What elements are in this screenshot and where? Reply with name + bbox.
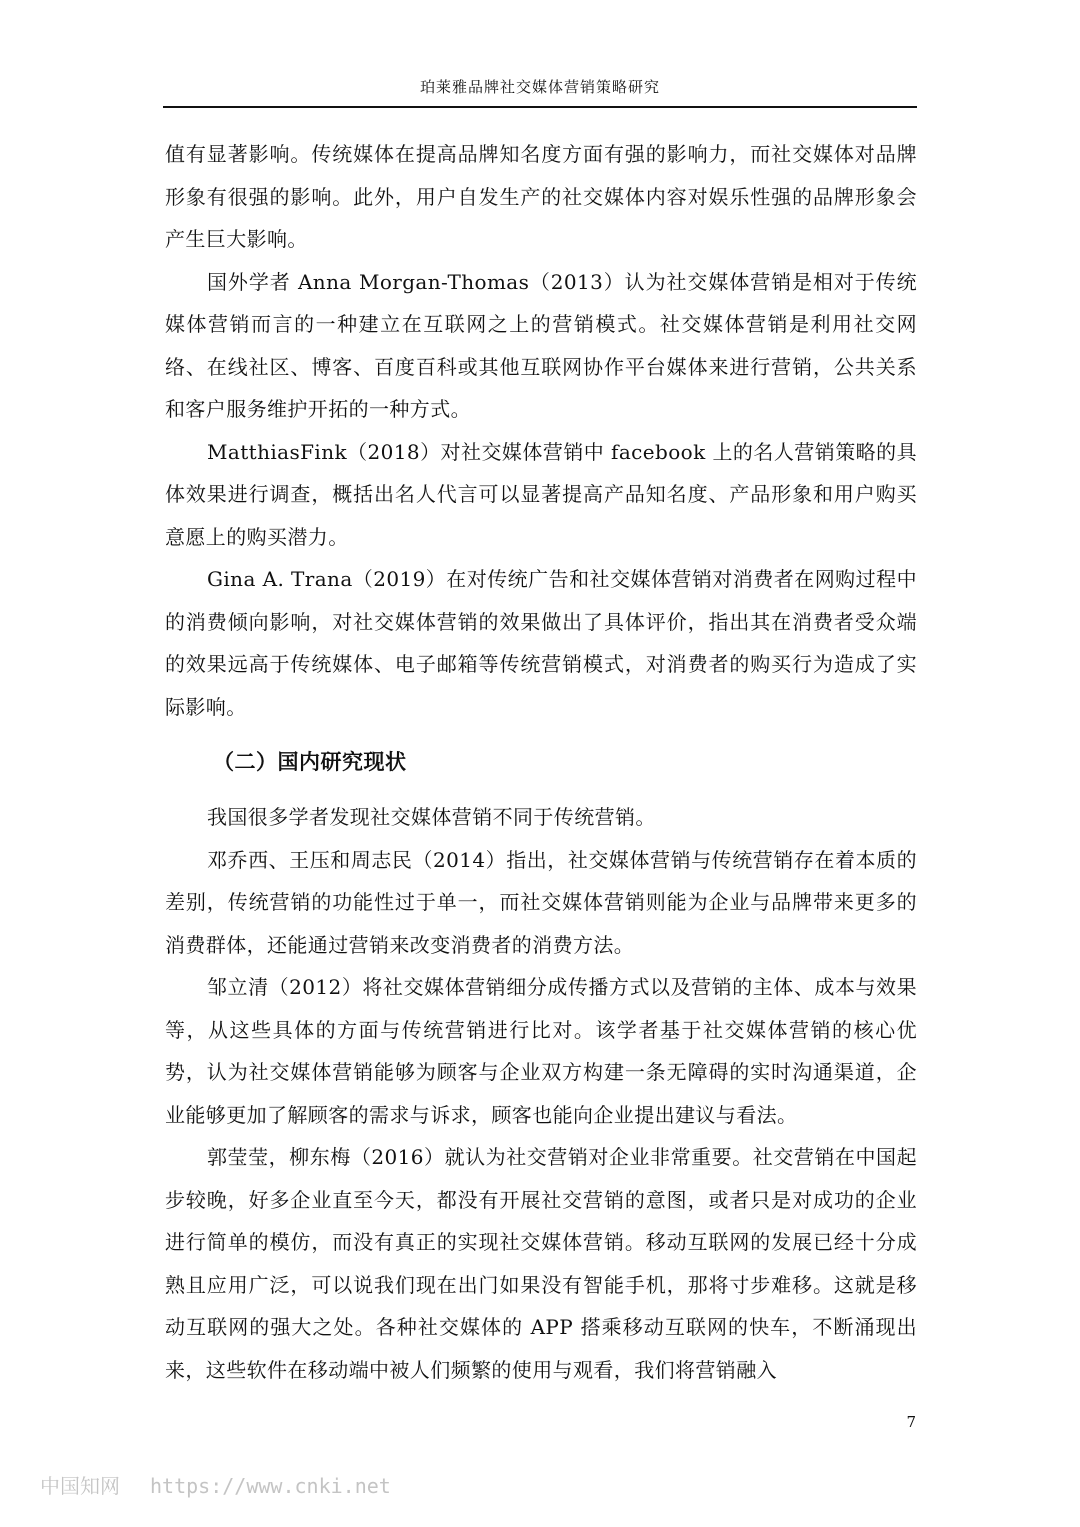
page-number: 7: [906, 1413, 916, 1431]
watermark-url: https://www.cnki.net: [150, 1474, 391, 1498]
body-text: [165, 133, 917, 1391]
paragraph-matthias-fink: MatthiasFink（2018）对社交媒体营销中 facebook 上的名人营销策略的具体效果进行调查，概括出名人代言可以显著提高产品知名度、产品形象和用户购买意愿上的购买潜力。: [165, 439, 917, 549]
watermark-brand: 中国知网: [40, 1474, 120, 1498]
section-heading: （二）国内研究现状: [213, 750, 407, 774]
running-header: 珀莱雅品牌社交媒体营销策略研究: [419, 78, 660, 96]
paragraph-guo-yingying: 郭莹莹，柳东梅（2016）就认为社交营销对企业非常重要。社交营销在中国起步较晚，好多企业直至今天，都没有开展社交营销的意图，或者只是对成功的企业进行简单的模仿，而没有真正的实现社交媒体营销。移动互联网的发展已经十分成熟且应用广泛，可以说我们现在出门如果没有智能手机，那将寸步难移。这就是移动互联网的强大之处。各种社交媒体的 APP 搭乘移动互联网的快车，不断涌现出来，这些软件在移动端中被人们频繁的使用与观看，我们将营销融入: [165, 1145, 917, 1382]
paragraph-gina-trana: Gina A. Trana（2019）在对传统广告和社交媒体营销对消费者在网购过程中的消费倾向影响，对社交媒体营销的效果做出了具体评价，指出其在消费者受众端的效果远高于传统媒体、电子邮箱等传统营销模式，对消费者的购买行为造成了实际影响。: [165, 567, 917, 719]
paragraph-continuation: 值有显著影响。传统媒体在提高品牌知名度方面有强的影响力，而社交媒体对品牌形象有很强的影响。此外，用户自发生产的社交媒体内容对娱乐性强的品牌形象会产生巨大影响。: [165, 142, 917, 251]
paragraph-anna-morgan-thomas: 国外学者 Anna Morgan-Thomas（2013）认为社交媒体营销是相对于传统媒体营销而言的一种建立在互联网之上的营销模式。社交媒体营销是利用社交网络、在线社区、博客、百度百科或其他互联网协作平台媒体来进行营销，公共关系和客户服务维护开拓的一种方式。: [165, 269, 917, 421]
paragraph-domestic-intro: 我国很多学者发现社交媒体营销不同于传统营销。: [207, 805, 656, 829]
watermark: [40, 1470, 391, 1499]
paragraph-deng-qiaoxi: 邓乔西、王压和周志民（2014）指出，社交媒体营销与传统营销存在着本质的差别，传统营销的功能性过于单一，而社交媒体营销则能为企业与品牌带来更多的消费群体，还能通过营销来改变消费者的消费方法。: [165, 847, 917, 957]
paragraph-zou-liqing: 邹立清（2012）将社交媒体营销细分成传播方式以及营销的主体、成本与效果等，从这些具体的方面与传统营销进行比对。该学者基于社交媒体营销的核心优势，认为社交媒体营销能够为顾客与企业双方构建一条无障碍的实时沟通渠道，企业能够更加了解顾客的需求与诉求，顾客也能向企业提出建议与看法。: [165, 975, 917, 1127]
header-rule: [163, 106, 917, 108]
